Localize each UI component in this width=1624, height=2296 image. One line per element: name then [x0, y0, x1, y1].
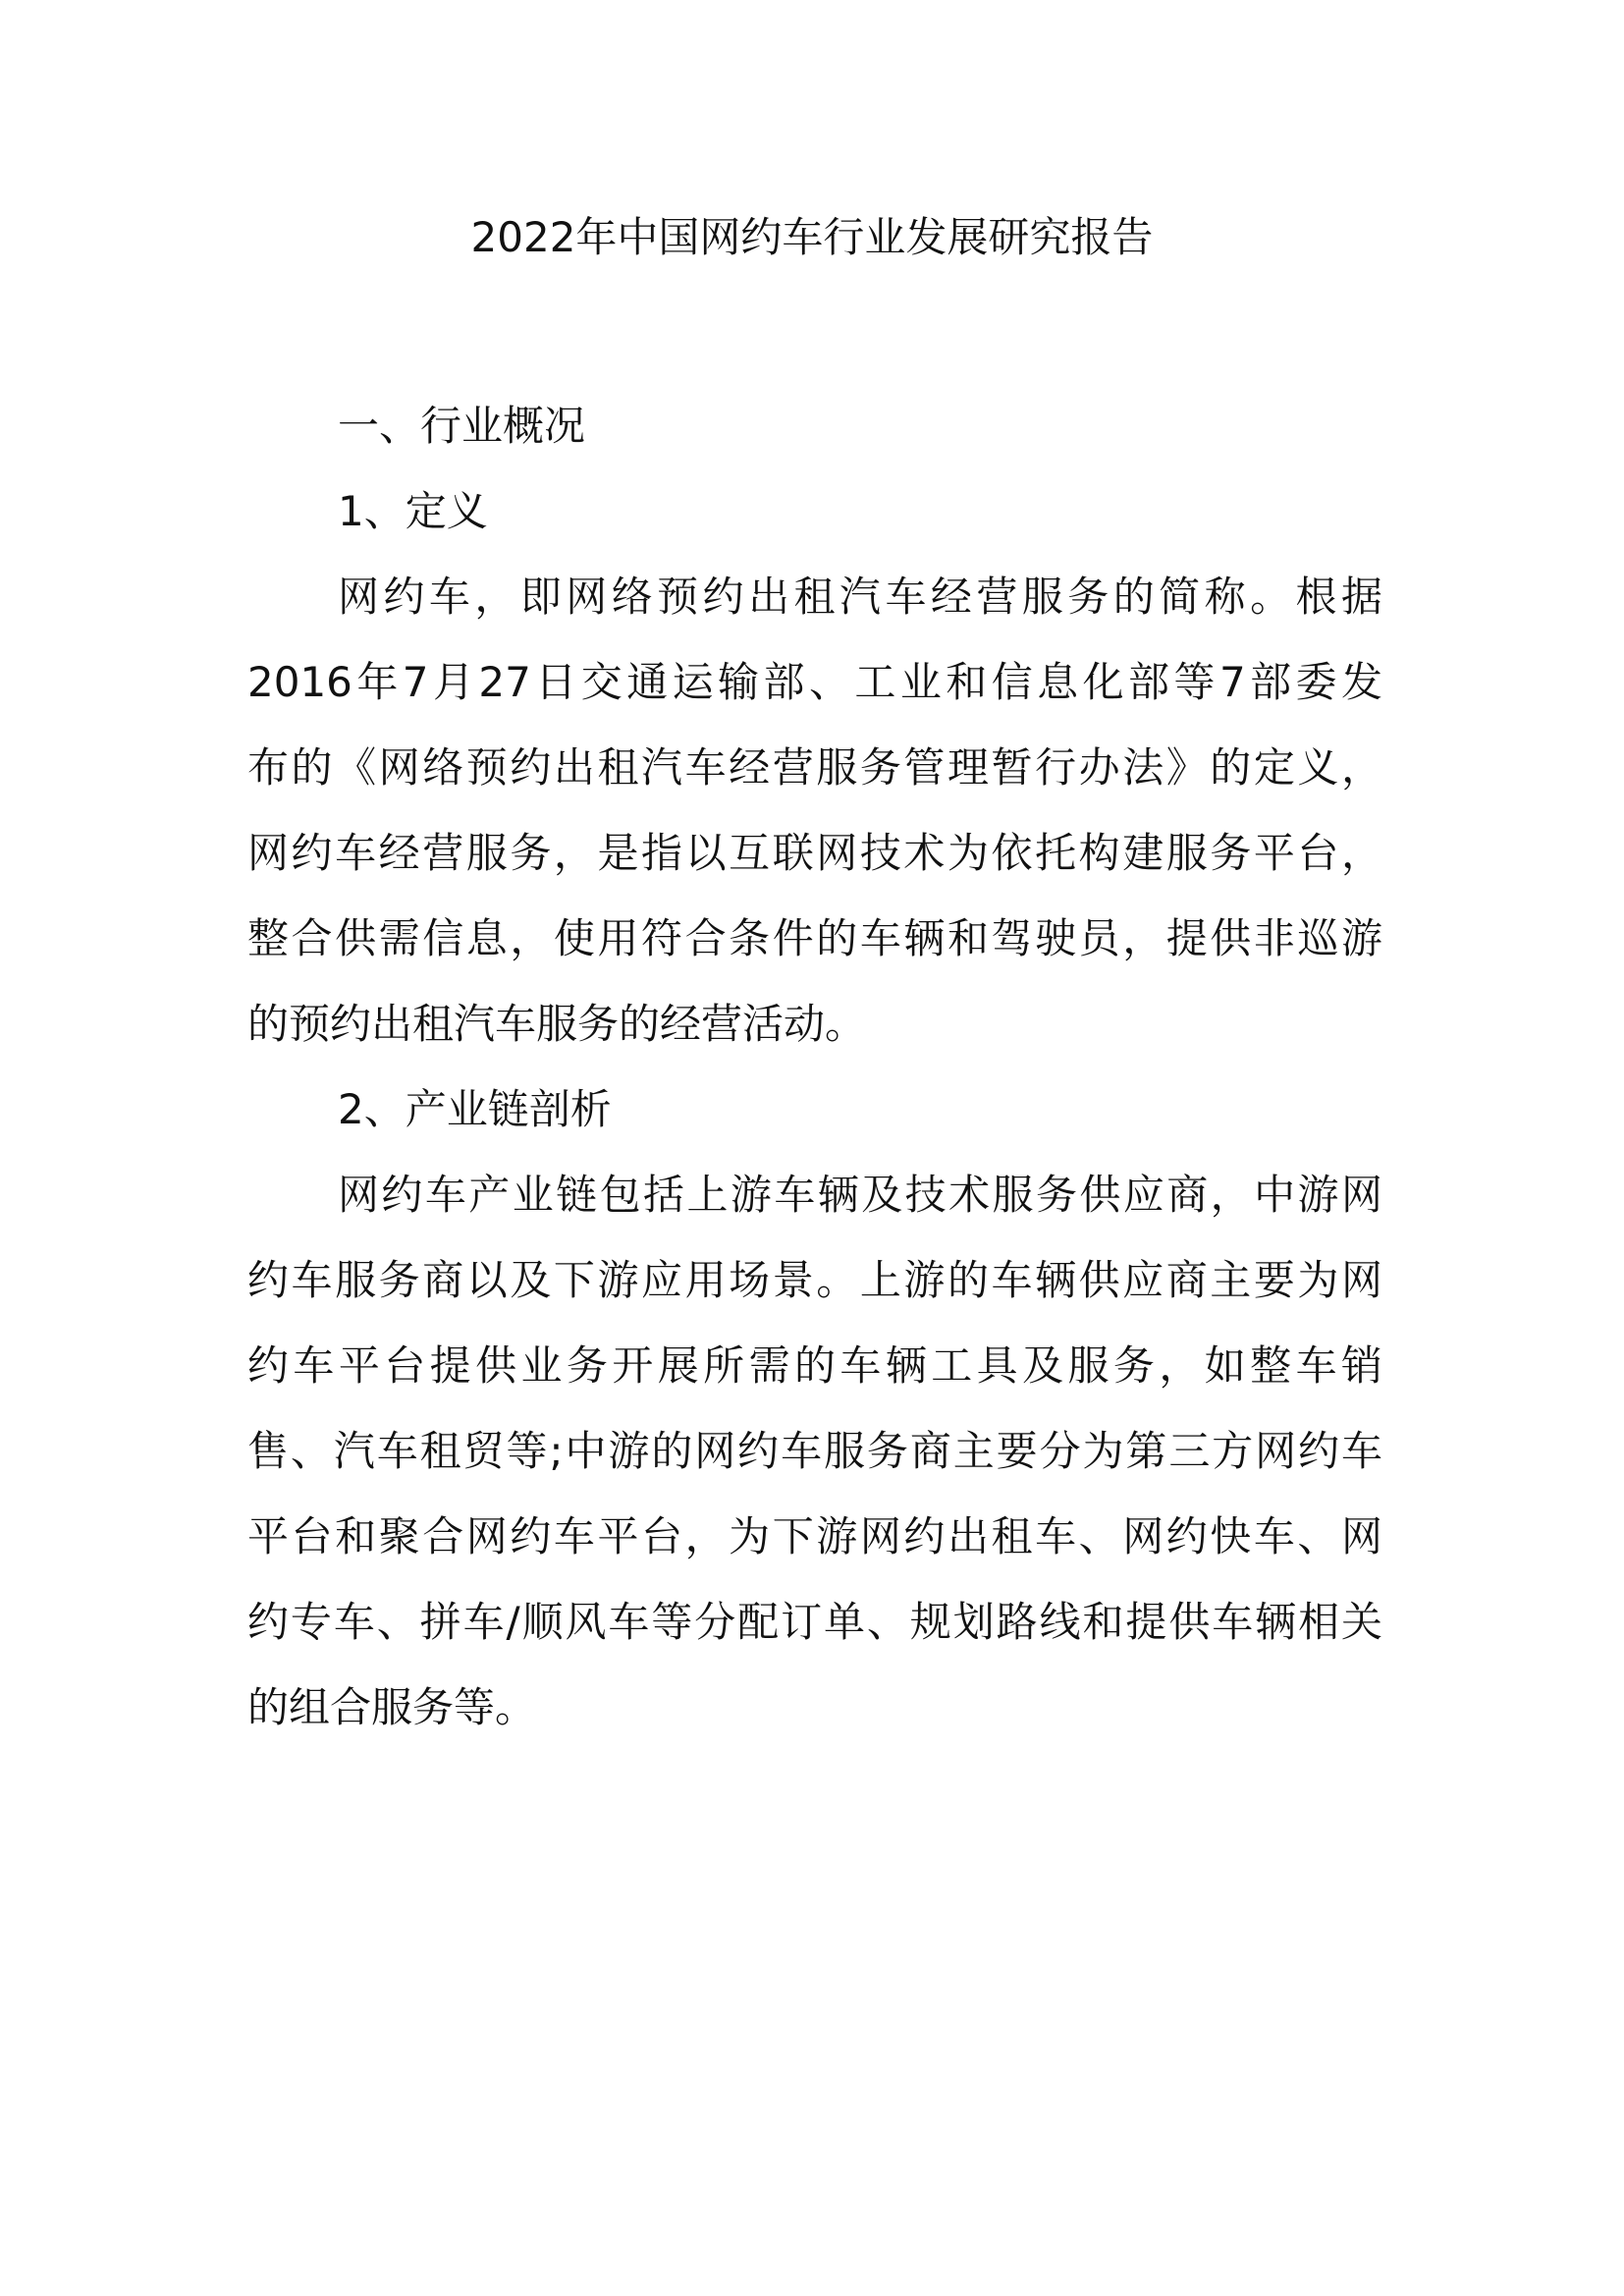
paragraph-line: 的预约出租汽车服务的经营活动。: [247, 1000, 867, 1048]
paragraph-line: 的组合服务等。: [247, 1683, 537, 1731]
paragraph-line: 约车服务商以及下游应用场景。上游的车辆供应商主要为网: [247, 1256, 1382, 1304]
paragraph-line: 网约车，即网络预约出租汽车经营服务的简称。根据: [338, 573, 1382, 621]
paragraph-line: 布的《网络预约出租汽车经营服务管理暂行办法》的定义，: [247, 743, 1382, 792]
paragraph-line: 约专车、拼车/顺风车等分配订单、规划路线和提供车辆相关: [247, 1598, 1382, 1646]
paragraph-line: 2016年7月27日交通运输部、工业和信息化部等7部委发: [247, 658, 1382, 706]
paragraph-line: 网约车经营服务，是指以互联网技术为依托构建服务平台，: [247, 829, 1382, 877]
subsection-heading-industry-chain: 2、产业链剖析: [338, 1085, 612, 1133]
paragraph-line: 整合供需信息，使用符合条件的车辆和驾驶员，提供非巡游: [247, 914, 1382, 962]
paragraph-line: 售、汽车租贸等;中游的网约车服务商主要分为第三方网约车: [247, 1427, 1382, 1475]
paragraph-line: 约车平台提供业务开展所需的车辆工具及服务，如整车销: [247, 1341, 1382, 1390]
document-title: 2022年中国网约车行业发展研究报告: [470, 213, 1154, 261]
paragraph-line: 平台和聚合网约车平台，为下游网约出租车、网约快车、网: [247, 1512, 1382, 1560]
subsection-heading-definition: 1、定义: [338, 487, 488, 535]
document-body: [247, 383, 1382, 1750]
paragraph-line: 网约车产业链包括上游车辆及技术服务供应商，中游网: [338, 1171, 1382, 1219]
section-heading: 一、行业概况: [338, 402, 586, 450]
